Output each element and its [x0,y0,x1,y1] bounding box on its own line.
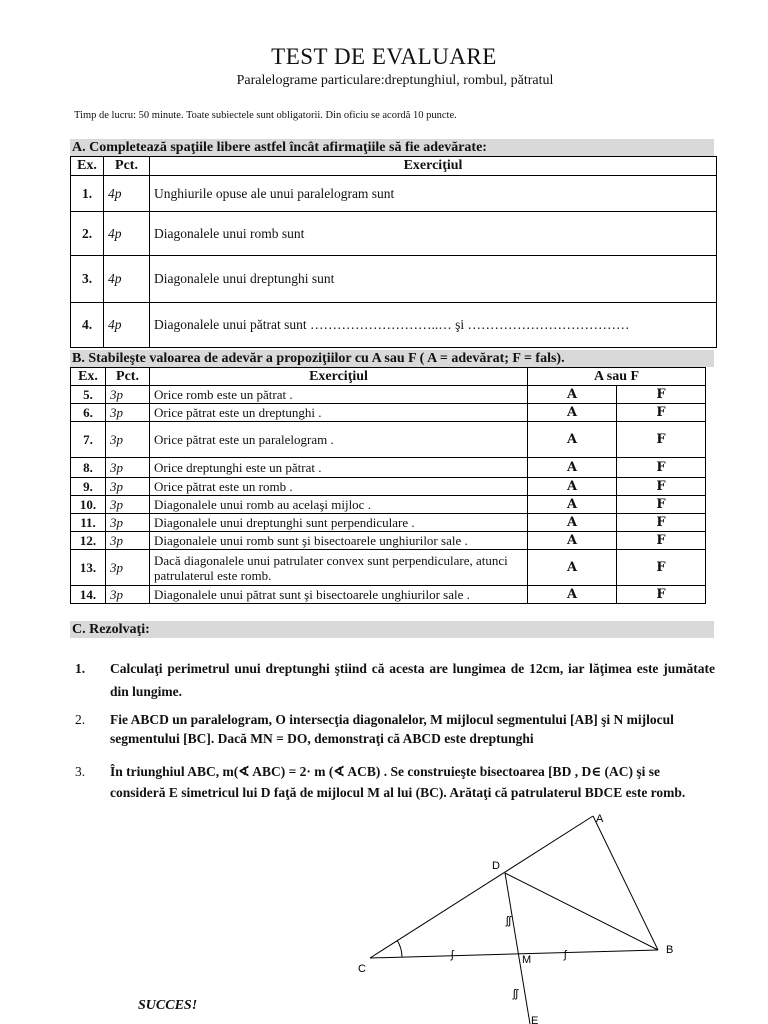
option-f[interactable]: F [617,404,706,422]
problem-number: 1. [75,661,86,676]
option-f[interactable]: F [617,458,706,478]
problem-number: 3. [75,764,86,779]
row-number: 13. [71,550,106,586]
option-a[interactable]: A [528,550,617,586]
option-f[interactable]: F [617,386,706,404]
option-f[interactable]: F [617,478,706,496]
row-number: 2. [71,212,104,256]
option-f[interactable]: F [617,586,706,604]
row-text: Unghiurile opuse ale unui paralelogram sunt [150,176,717,212]
option-a[interactable]: A [528,532,617,550]
problem-number: 2. [75,712,86,727]
row-points: 3p [106,496,150,514]
table-row [71,303,717,348]
row-points: 4p [104,212,150,256]
row-points: 3p [106,422,150,458]
page-title: TEST DE EVALUARE [271,44,497,69]
row-text: Orice romb este un pătrat . [150,386,528,404]
row-number: 4. [71,303,104,348]
row-text: Diagonalele unui pătrat sunt ………………………..… şi ……………………………… [150,303,717,348]
table-row [71,478,706,496]
problem-text: În triunghiul ABC, m(∢ ABC) = 2· m (∢ ACB) . Se construieşte bisectoarea [BD , D∈ (AC) şi se consideră E simetricul lui D faţă de mijlocul M al lui (BC). Arătaţi că patrulaterul BDCE este romb. [110,764,686,800]
option-f[interactable]: F [617,514,706,532]
option-f[interactable]: F [617,550,706,586]
row-text: Orice pătrat este un dreptunghi . [150,404,528,422]
col-exercise: Exerciţiul [150,368,528,386]
row-points: 3p [106,550,150,586]
table-row [71,496,706,514]
table-row [71,532,706,550]
section-a-table [70,156,717,348]
row-text: Diagonalele unui romb sunt şi bisectoarele unghiurilor sale . [150,532,528,550]
option-a[interactable]: A [528,478,617,496]
row-text: Diagonalele unui romb au acelaşi mijloc . [150,496,528,514]
row-points: 3p [106,532,150,550]
label-d: D [492,860,500,872]
option-a[interactable]: A [528,586,617,604]
svg-text:ʃ: ʃ [564,949,567,961]
row-number: 14. [71,586,106,604]
problem-3 [75,761,715,803]
page-subtitle: Paralelograme particulare:dreptunghiul, rombul, pătratul [236,73,554,88]
problem-2 [75,710,715,748]
svg-text:ʃ: ʃ [451,949,454,961]
col-exercise: Exerciţiul [150,157,717,176]
label-c: C [358,963,366,975]
problem-1 [75,657,715,703]
row-text: Diagonalele unui romb sunt [150,212,717,256]
col-ex: Ex. [71,368,106,386]
row-number: 10. [71,496,106,514]
row-points: 4p [104,176,150,212]
option-a[interactable]: A [528,496,617,514]
triangle-figure [340,812,740,1024]
angle-c-arc [397,940,402,957]
table-row [71,514,706,532]
label-e: E [531,1015,539,1024]
row-points: 3p [106,458,150,478]
segment-cb [370,950,658,958]
label-a: A [596,813,604,825]
problem-text: Calculaţi perimetrul unui dreptunghi ştiind că acesta are lungimea de 12cm, iar lăţimea este jumătate din lungime. [110,661,715,699]
section-a-heading: A. Completează spaţiile libere astfel încât afirmaţiile să fie adevărate: [70,139,714,156]
table-row [71,458,706,478]
option-a[interactable]: A [528,514,617,532]
row-number: 8. [71,458,106,478]
svg-text:ʃʃ: ʃʃ [506,915,511,927]
row-points: 4p [104,303,150,348]
row-number: 3. [71,256,104,303]
segment-db [505,873,658,950]
row-text: Orice pătrat este un romb . [150,478,528,496]
row-number: 1. [71,176,104,212]
table-row [71,550,706,586]
label-m: M [522,954,532,966]
option-a[interactable]: A [528,422,617,458]
section-b-table [70,367,706,604]
col-a-sau-f: A sau F [528,368,706,386]
table-row [71,212,717,256]
row-number: 6. [71,404,106,422]
row-text: Orice pătrat este un paralelogram . [150,422,528,458]
row-points: 3p [106,478,150,496]
svg-text:ʃʃ: ʃʃ [513,988,518,1000]
option-a[interactable]: A [528,458,617,478]
row-number: 12. [71,532,106,550]
option-f[interactable]: F [617,496,706,514]
option-a[interactable]: A [528,386,617,404]
table-row [71,256,717,303]
segment-de [505,873,530,1024]
row-points: 3p [106,514,150,532]
table-row [71,386,706,404]
row-points: 3p [106,586,150,604]
section-b-heading: B. Stabileşte valoarea de adevăr a propoziţiilor cu A sau F ( A = adevărat; F = fals). [70,350,714,367]
row-number: 9. [71,478,106,496]
segment-ab [593,816,658,950]
row-points: 3p [106,404,150,422]
table-row [71,422,706,458]
row-text: Orice dreptunghi este un pătrat . [150,458,528,478]
row-points: 3p [106,386,150,404]
row-text: Diagonalele unui pătrat sunt şi bisectoarele unghiurilor sale . [150,586,528,604]
option-f[interactable]: F [617,422,706,458]
row-points: 4p [104,256,150,303]
option-f[interactable]: F [617,532,706,550]
col-pct: Pct. [106,368,150,386]
row-number: 5. [71,386,106,404]
table-row [71,586,706,604]
table-row [71,404,706,422]
option-a[interactable]: A [528,404,617,422]
row-text: Diagonalele unui dreptunghi sunt [150,256,717,303]
col-ex: Ex. [71,157,104,176]
row-number: 7. [71,422,106,458]
succes-text: SUCCES! [138,998,198,1013]
label-b: B [666,944,674,956]
table-row [71,176,717,212]
problem-text: Fie ABCD un paralelogram, O intersecţia diagonalelor, M mijlocul segmentului [AB] şi N mijlocul segmentului [BC]. Dacă MN = DO, demonstraţi că ABCD este dreptunghi [110,712,674,746]
row-number: 11. [71,514,106,532]
time-note: Timp de lucru: 50 minute. Toate subiectele sunt obligatorii. Din oficiu se acordă 10 puncte. [74,110,457,121]
col-pct: Pct. [104,157,150,176]
row-text: Dacă diagonalele unui patrulater convex sunt perpendiculare, atunci patrulaterul este romb. [150,550,528,586]
segment-ca [370,816,593,958]
row-text: Diagonalele unui dreptunghi sunt perpendiculare . [150,514,528,532]
section-c-heading: C. Rezolvaţi: [70,621,714,638]
